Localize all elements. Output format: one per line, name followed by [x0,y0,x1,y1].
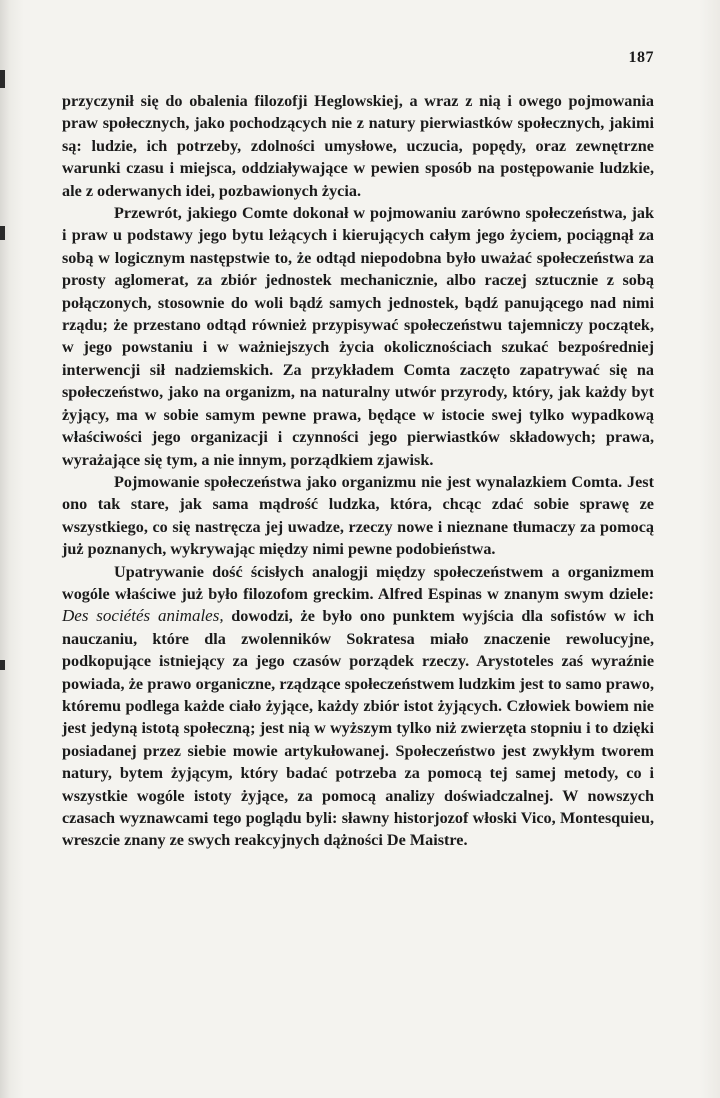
page-edge-mark [0,226,5,240]
paragraph-text: Przewrót, jakiego Comte dokonał w pojmowaniu zarówno społeczeństwa, jak i praw u podstawy jego bytu leżących i kierujących całym jego życiem, pociągnął za sobą w logicznym następstwie to, że odtąd niepodobna było uważać społeczeństwa za prosty aglomerat, za zbiór jednostek mechanicznie, albo raczej sztucznie z sobą połączonych, stosownie do woli bądź samych jednostek, bądź panującego nad nimi rządu; że przestano odtąd również przypisywać społeczeństwu tajemniczy początek, w jego powstaniu i w ważniejszych życia okolicznościach szukać bezpośredniej interwencji sił nadziemskich. Za przykładem Comta zaczęto zapatrywać się na społeczeństwo, jako na organizm, na naturalny utwór przyrody, który, jak każdy byt żyjący, ma w sobie samym pewne prawa, będące w istocie swej tylko wypadkową właściwości jego organizacji i czynności jego pierwiastków składowych; prawa, wyrażające się tym, a nie innym, porządkiem zjawisk. [62,204,654,469]
book-title: Des sociétés animales, [62,606,224,626]
body-text [62,90,654,852]
page-edge-mark [0,70,5,88]
paragraph [62,561,654,852]
paragraph [62,90,654,202]
paragraph-text: przyczynił się do obalenia filozofji Heglowskiej, a wraz z nią i owego pojmowania praw społecznych, jako pochodzących nie z natury pierwiastków społecznych, jakimi są: ludzie, ich potrzeby, zdolności umysłowe, uczucia, popędy, oraz zewnętrzne warunki czasu i miejsca, oddziaływające w pewien sposób na postępowanie ludzkie, ale z oderwanych idei, pozbawionych życia. [62,92,654,200]
paragraph [62,202,654,471]
paragraph-text: Upatrywanie dość ścisłych analogji między społeczeństwem a organizmem wogóle właściwe już było filozofom greckim. Alfred Espinas w znanym swym dziele: [62,562,654,603]
paragraph-text: dowodzi, że było ono punktem wyjścia dla sofistów w ich nauczaniu, które dla zwolenników Sokratesa miało znaczenie rewolucyjne, podkopujące istniejący za jego czasów porządek rzeczy. Arystoteles zaś wyraźnie powiada, że prawo organiczne, rządzące społeczeństwem ludzkim jest to samo prawo, któremu podlega każde ciało żyjące, każdy zbiór istot żyjących. Człowiek bowiem nie jest jedyną istotą społeczną; jest nią w wyższym tylko niż zwierzęta stopniu i to dzięki posiadanej przez siebie mowie artykułowanej. Społeczeństwo jest zwykłym tworem natury, bytem żyjącym, który badać potrzeba za pomocą tej samej metody, co i wszystkie wogóle istoty żyjące, za pomocą analizy doświadczalnej. W nowszych czasach wyznawcami tego poglądu byli: sławny historjozof włoski Vico, Montesquieu, wreszcie znany ze swych reakcyjnych dążności De Maistre. [62,607,654,850]
paragraph [62,471,654,561]
paragraph-text: Pojmowanie społeczeństwa jako organizmu nie jest wynalazkiem Comta. Jest ono tak stare, jak sama mądrość ludzka, która, chcąc zdać sobie sprawę ze wszystkiego, co się nastręcza jej uwadze, rzeczy nowe i nieznane tłumaczy za pomocą już poznanych, wykrywając między nimi pewne podobieństwa. [62,472,654,559]
page-number: 187 [628,49,654,66]
page-edge-mark [0,660,5,670]
